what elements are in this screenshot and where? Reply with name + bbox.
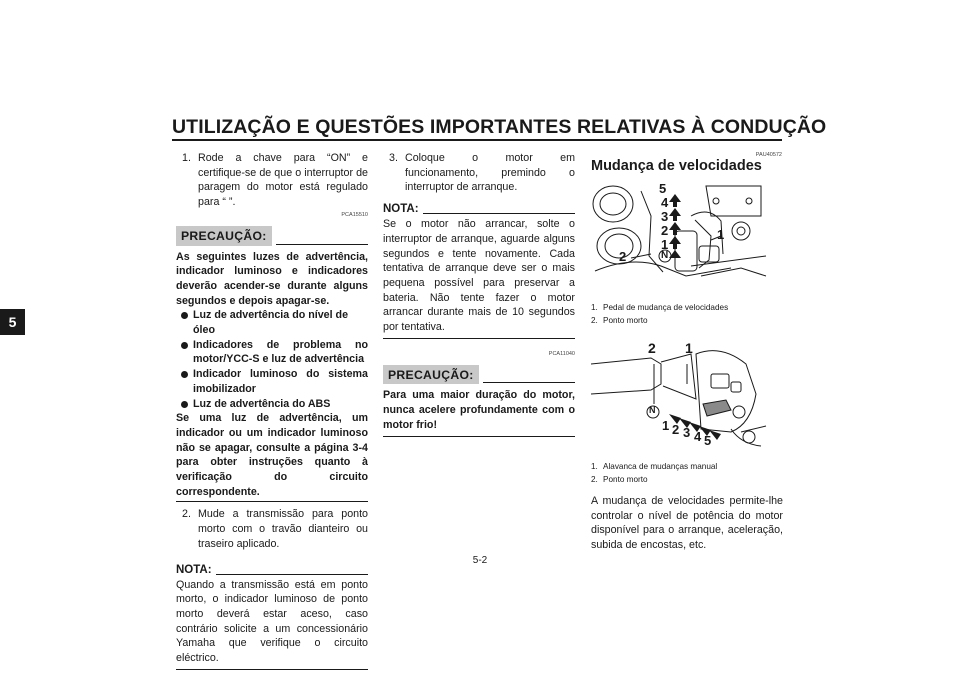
gear-label-3: 3 (661, 209, 669, 224)
caution-code: PCA11040 (548, 350, 575, 357)
gear-label-5: 5 (659, 181, 667, 196)
hand-shift-illustration (591, 334, 771, 454)
caption-line: 1. Pedal de mudança de velocidades (591, 303, 729, 312)
title-underline (172, 139, 782, 141)
figure-shift-pedal (591, 176, 771, 296)
section-body-text: A mudança de velocidades permite-lhe controlar o nível de potência do motor disponível para o arranque, aceleração, subida de encostas, etc. (591, 495, 783, 552)
gear-label-neutral: N (649, 405, 656, 415)
caution-bullet: Indicador luminoso do sistema imobilizador (176, 367, 368, 396)
caption-line: 1. Alavanca de mudanças manual (591, 462, 718, 471)
step-3 (383, 151, 575, 195)
note-rule (423, 213, 575, 214)
note-rule (216, 574, 368, 575)
bullet-icon (181, 312, 188, 319)
caution-label: PRECAUÇÃO: (176, 226, 272, 246)
caution-header (176, 225, 368, 246)
note-text: Quando a transmissão está em ponto morto, o indicador luminoso de ponto morto deverá estar aceso, caso contrário solicite a um concessionário Yamaha que verifique o circuito eléctrico. (176, 578, 368, 670)
page-title: UTILIZAÇÃO E QUESTÕES IMPORTANTES RELATIVAS À CONDUÇÃO (172, 116, 827, 138)
shift-pedal-illustration (591, 176, 771, 296)
caution-bullet: Luz de advertência do nível de óleo (176, 308, 368, 337)
note-header (176, 562, 368, 578)
left-column (176, 151, 368, 670)
gear-label-4: 4 (661, 195, 669, 210)
caution-code: PCA15510 (341, 211, 368, 218)
step-3-text: Coloque o motor em funcionamento, premindo o interruptor de arranque. (405, 152, 575, 194)
step-2 (176, 507, 368, 551)
figure-hand-shift (591, 334, 771, 454)
step-1 (176, 151, 368, 210)
caution-bullet: Indicadores de problema no motor/YCC-S e luz de advertência (176, 338, 368, 367)
callout-2: 2 (648, 340, 656, 356)
figure-2-caption (591, 461, 781, 487)
step-2-text: Mude a transmissão para ponto morto com o travão dianteiro ou traseiro aplicado. (198, 508, 368, 550)
caption-line: 2. Ponto morto (591, 315, 648, 325)
note-header (383, 201, 575, 217)
note-text: Se o motor não arrancar, solte o interruptor de arranque, aguarde alguns segundos e tente novamente. Cada tentativa de arranque deve ser o mais pequena possível para preservar a bateria. Não tente fazer o motor arrancar durante mais de 10 segundos por tentativa. (383, 217, 575, 339)
callout-1: 1 (717, 227, 725, 242)
step-1-text: Rode a chave para “ON” e certifique-se de que o interruptor de paragem do motor está regulado para “ ”. (198, 152, 368, 209)
note-label: NOTA: (383, 203, 419, 216)
bullet-icon (181, 371, 188, 378)
caution-bullet: Luz de advertência do ABS (176, 397, 368, 412)
caution-intro: As seguintes luzes de advertência, indicador luminoso e indicadores deverão acender-se durante alguns segundos e depois apagar-se. (176, 250, 368, 307)
note-label: NOTA: (176, 563, 212, 576)
chapter-tab: 5 (0, 309, 25, 335)
section-code: PAU40572 (755, 152, 782, 158)
caution-rule (483, 382, 575, 383)
caution-text: Para uma maior duração do motor, nunca acelere profundamente com o motor frio! (383, 388, 575, 436)
callout-2: 2 (619, 249, 627, 264)
step-2-number: 2. (182, 508, 191, 521)
bullet-icon (181, 401, 188, 408)
gear-label-3: 3 (683, 425, 691, 440)
gear-label-4: 4 (694, 429, 702, 444)
step-1-number: 1. (182, 152, 191, 164)
figure-1-caption (591, 302, 781, 328)
gear-label-2: 2 (661, 223, 669, 238)
gear-label-1: 1 (661, 237, 669, 252)
step-3-number: 3. (389, 152, 398, 164)
bullet-icon (181, 342, 188, 349)
callout-1: 1 (685, 340, 693, 356)
caution-outro: Se uma luz de advertência, um indicador ou um indicador luminoso não se apagar, consulte a página 3-4 para obter instruções quanto à verificação do circuito correspondente. (176, 411, 368, 502)
middle-column (383, 151, 575, 437)
caution-rule (276, 244, 368, 245)
section-title: Mudança de velocidades (591, 158, 762, 174)
gear-label-2: 2 (672, 422, 680, 437)
caption-line: 2. Ponto morto (591, 474, 648, 484)
caution-label: PRECAUÇÃO: (383, 365, 479, 385)
page-number: 5-2 (472, 555, 488, 566)
gear-label-5: 5 (704, 433, 712, 448)
gear-label-neutral: N (661, 250, 669, 261)
gear-label-1: 1 (662, 418, 670, 433)
caution-header (383, 363, 575, 384)
